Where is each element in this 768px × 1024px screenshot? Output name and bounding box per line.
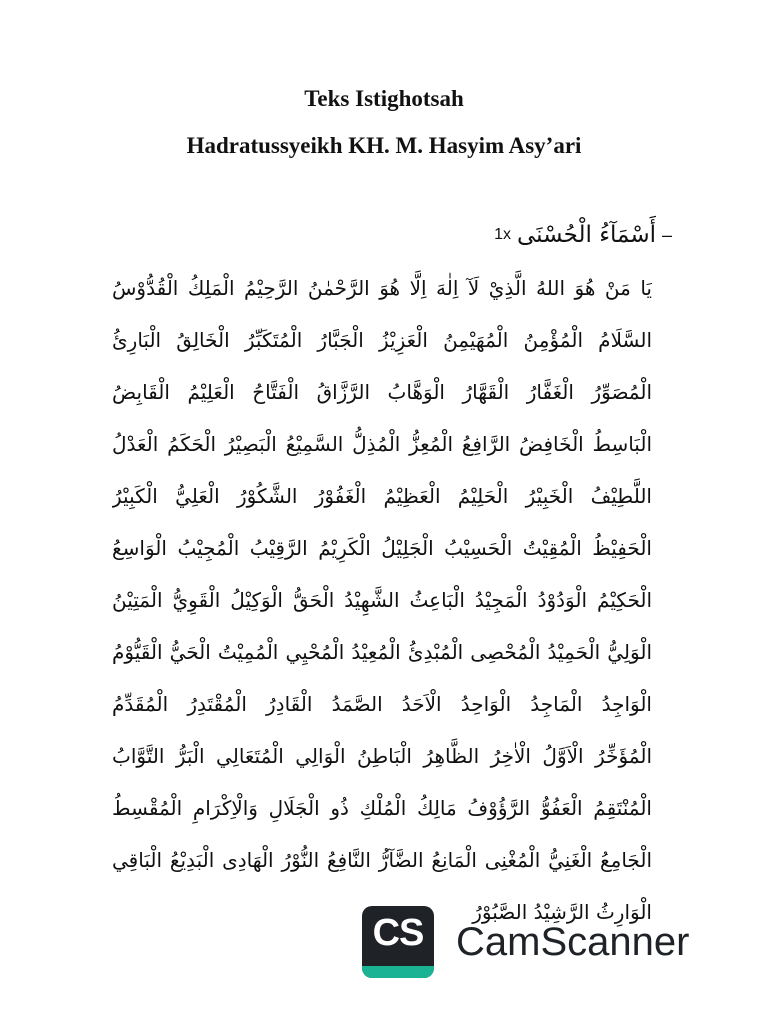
arabic-line-11: الْمُنْتَقِمُ الْعَفُوُّ الرَّؤُوْفُ مَالِكُ الْمُلْكِ ذُو الْجَلَالِ وَالْاِكْرَامِ الْمُقْسِطُ: [112, 796, 652, 820]
camscanner-logo-text: CS: [372, 912, 424, 954]
arabic-line-1: يَا مَنْ هُوَ اللهُ الَّذِيْ لَآ اِلٰهَ اِلَّا هُوَ الرَّحْمٰنُ الرَّحِيْمُ الْمَلِكُ الْقُدُّوْسُ: [112, 276, 652, 300]
camscanner-logo-icon: [362, 906, 434, 978]
arabic-line-6: الْحَفِيْظُ الْمُقِيْتُ الْحَسِيْبُ الْجَلِيْلُ الْكَرِيْمُ الرَّقِيْبُ الْمُجِيْبُ الْوَاسِعُ: [112, 536, 652, 560]
arabic-line-8: الْوَلِيُّ الْحَمِيْدُ الْمُحْصِى الْمُبْدِئُ الْمُعِيْدُ الْمُحْيِي الْمُمِيْتُ الْحَيُّ الْقَيُّوْمُ: [112, 640, 652, 664]
section-heading: [494, 218, 672, 252]
arabic-line-7: الْحَكِيْمُ الْوَدُوْدُ الْمَجِيْدُ الْبَاعِثُ الشَّهِيْدُ الْحَقُّ الْوَكِيْلُ الْقَوِيُّ الْمَتِيْنُ: [112, 588, 652, 612]
camscanner-logo-bar: [362, 966, 434, 978]
arabic-line-2: السَّلَامُ الْمُؤْمِنُ الْمُهَيْمِنُ الْعَزِيْزُ الْجَبَّارُ الْمُتَكَبِّرُ الْخَالِقُ الْبَارِئُ: [112, 328, 652, 352]
section-repeat-count: 1x: [494, 226, 512, 243]
arabic-line-5: اللَّطِيْفُ الْخَبِيْرُ الْحَلِيْمُ الْعَظِيْمُ الْغَفُوْرُ الشَّكُوْرُ الْعَلِيُّ الْكَبِيْرُ: [112, 484, 652, 508]
camscanner-watermark: [362, 906, 689, 978]
arabic-line-9: الْوَاجِدُ الْمَاجِدُ الْوَاحِدُ الْاَحَدُ الصَّمَدُ الْقَادِرُ الْمُقْتَدِرُ الْمُقَدِّمُ: [112, 692, 652, 716]
arabic-line-3: الْمُصَوِّرُ الْغَفَّارُ الْقَهَّارُ الْوَهَّابُ الرَّزَّاقُ الْفَتَّاحُ الْعَلِيْمُ الْقَابِضُ: [112, 380, 652, 404]
arabic-line-4: الْبَاسِطُ الْخَافِضُ الرَّافِعُ الْمُعِزُّ الْمُذِلُّ السَّمِيْعُ الْبَصِيْرُ الْحَكَمُ الْعَدْلُ: [112, 432, 652, 456]
arabic-line-12: الْجَامِعُ الْغَنِيُّ الْمُغْنِى الْمَانِعُ الضَّآرُّ النَّافِعُ النُّوْرُ الْهَادِى الْبَدِيْعُ الْبَاقِي: [112, 848, 652, 872]
title-line-1: Teks Istighotsah: [304, 86, 464, 111]
section-heading-arabic: أَسْمَآءُ الْحُسْنَى: [517, 222, 656, 248]
section-dash: –: [661, 224, 672, 245]
title-line-2: Hadratussyeikh KH. M. Hasyim Asy’ari: [186, 133, 582, 158]
asmaul-husna-text: [112, 262, 652, 938]
arabic-line-13: الْوَارِثُ الرَّشِيْدُ الصَّبُوْرُ: [472, 900, 652, 924]
arabic-line-10: الْمُؤَخِّرُ الْاَوَّلُ الْاٰخِرُ الظَّاهِرُ الْبَاطِنُ الْوَالِي الْمُتَعَالِي الْبَرُّ التَّوَّابُ: [112, 744, 652, 768]
camscanner-wordmark: CamScanner: [456, 919, 690, 964]
